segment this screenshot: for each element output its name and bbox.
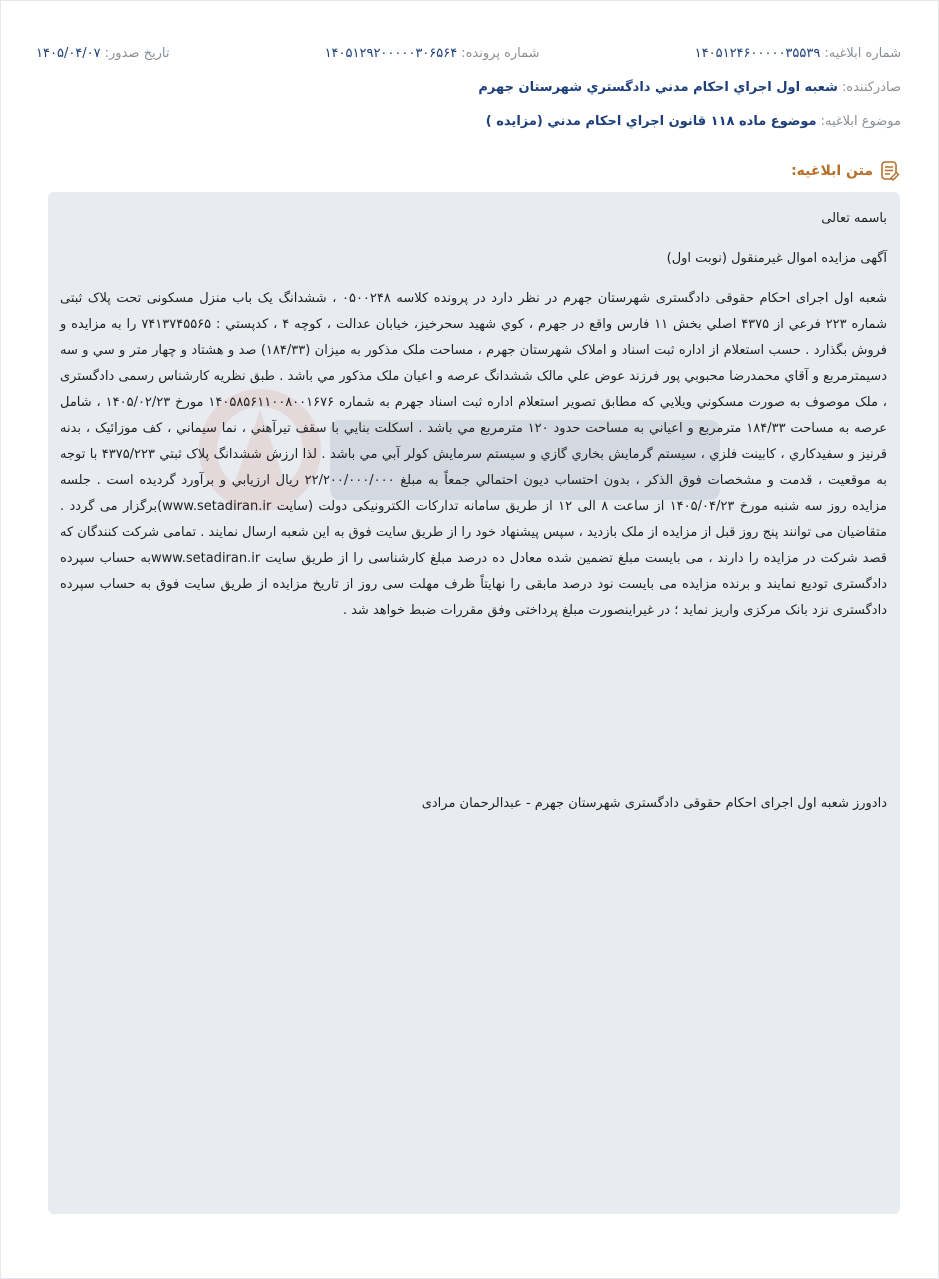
issue-date-value: ۱۴۰۵/۰۴/۰۷ (36, 46, 101, 61)
issuer-value: شعبه اول اجراي احکام مدني دادگستري شهرستان جهرم (478, 80, 838, 95)
case-number-value: ۱۴۰۵۱۲۹۲۰۰۰۰۰۳۰۶۵۶۴ (324, 46, 458, 61)
notice-content (60, 206, 887, 624)
ad-title: آگهی مزایده اموال غیرمنقول (نوبت اول) (666, 251, 887, 266)
notice-number (695, 46, 901, 61)
section-title-text: متن ابلاغیه: (791, 163, 873, 179)
case-number (325, 46, 540, 61)
subject-label: موضوع ابلاغیه: (820, 114, 901, 129)
issuer-label: صادرکننده: (841, 80, 901, 95)
subject-line (486, 114, 901, 129)
document-icon (879, 160, 901, 182)
meta-row (36, 46, 901, 61)
notice-number-value: ۱۴۰۵۱۲۴۶۰۰۰۰۰۳۵۵۳۹ (694, 46, 821, 61)
issue-date-label: تاریخ صدور: (104, 46, 170, 61)
issue-date (36, 46, 169, 61)
greeting: باسمه تعالی (821, 211, 887, 226)
subject-value: موضوع ماده ۱۱۸ قانون اجراي احکام مدني (مزايده ) (485, 114, 817, 129)
case-number-label: شماره پرونده: (461, 46, 540, 61)
notice-number-label: شماره ابلاغیه: (824, 46, 901, 61)
issuer-line (478, 80, 901, 95)
notice-body: شعبه اول اجرای احکام حقوقی دادگستری شهرستان جهرم در نظر دارد در پرونده کلاسه ۰۵۰۰۲۴۸ ، ششدانگ یک باب منزل مسکونی تحت پلاک ثبتی شماره ۲۲۳ فرعي از ۴۳۷۵ اصلي بخش ۱۱ فارس واقع در جهرم ، کوي شهيد سحرخيز، خيابان عدالت ، کوچه ۴ ، کدپستي : ۷۴۱۳۷۴۵۵۶۵ را به مزايده و فروش بگذارد . حسب استعلام از اداره ثبت اسناد و املاک شهرستان جهرم ، مساحت ملک مذکور به ميزان (۱۸۴/۳۳) صد و هشتاد و چهار متر و سي و سه دسيمترمربع و آقاي محمدرضا محبوبي پور فرزند عوض علي مالک ششدانگ عرصه و اعيان ملک مذکور مي باشد . طبق نظريه کارشناس رسمی دادگستری ، ملک موصوف به صورت مسکوني ويلايي که مطابق تصوير استعلام اداره ثبت اسناد جهرم به شماره ۱۴۰۵۸۵۶۱۱۰۰۸۰۰۱۶۷۶ مورخ ۱۴۰۵/۰۲/۲۳ ، شامل عرصه به مساحت ۱۸۴/۳۳ مترمربع و اعياني به مساحت حدود ۱۲۰ مترمربع مي باشد . اسکلت بنايي با سقف تيرآهني ، نما سيماني ، کف موزائيک ، بدنه قرنيز و سفيدکاري ، کابينت فلزي ، سيستم گرمايش بخاري گازي و سيستم سرمايش کولر آبي مي باشد . لذا ارزش ششدانگ پلاک ثبتي ۴۳۷۵/۲۲۳ با توجه به موقعيت ، قدمت و مشخصات فوق الذکر ، بدون احتساب ديون احتمالي جمعاً به مبلغ ۲۲/۲۰۰/۰۰۰/۰۰۰ ريال ارزيابي و برآورد گرديده است . جلسه مزايده روز سه شنبه مورخ ۱۴۰۵/۰۴/۲۳ از ساعت ۸ الی ۱۲ از طريق سامانه تدارکات الکترونیکی دولت (سایت www.setadiran.ir)برگزار می گردد . متقاضیان می توانند پنج روز قبل از مزایده از ملک بازدید ، سپس پیشنهاد خود را از طریق سایت فوق به این شعبه ارسال نمایند . تمامی شرکت کنندگان که قصد شرکت در مزایده را دارند ، می بایست مبلغ تضمین شده معادل ده درصد مبلغ کارشناسی را از طریق سایت www.setadiran.irبه حساب سپرده دادگستری توديع نمايند و برنده مزايده می بايست نود درصد مابقی را نهایتاً ظرف مهلت سی روز از تاريخ مزايده از طريق سایت فوق به حساب سپرده دادگستری نزد بانک مرکزی واریز نماید ؛ در غیراینصورت مبلغ پرداختی وفق مقررات ضبط خواهد شد . (60, 291, 888, 618)
signature: دادورز شعبه اول اجرای احکام حقوقی دادگستری شهرستان جهرم - عبدالرحمان مرادی (421, 796, 887, 811)
section-title (791, 160, 901, 182)
